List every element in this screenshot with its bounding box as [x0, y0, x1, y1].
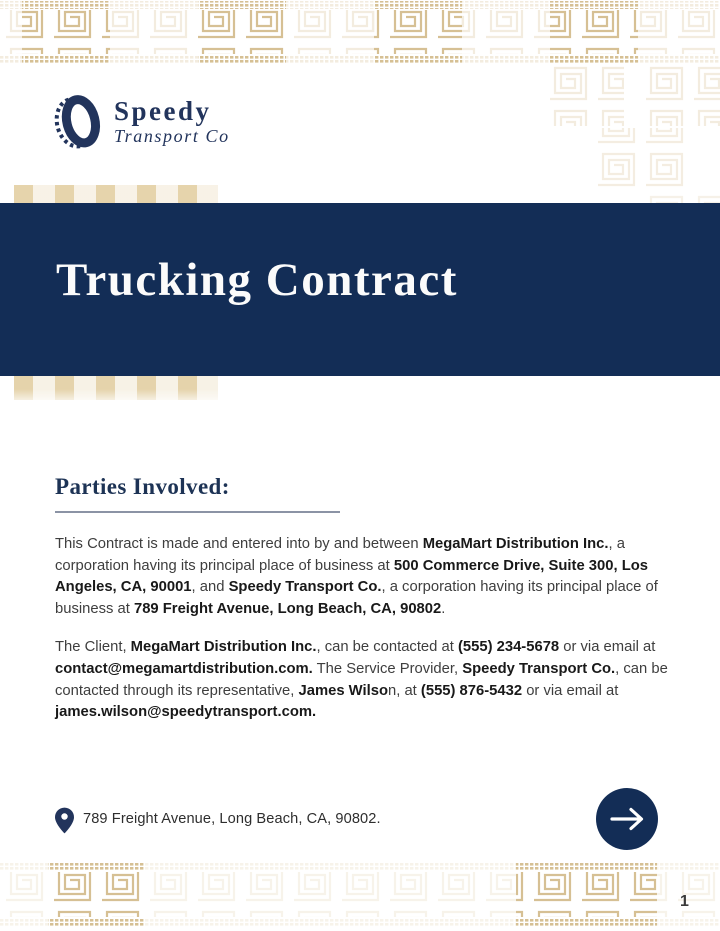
- brand-tagline: Transport Co: [114, 126, 230, 147]
- greek-key-checker-right: [544, 62, 720, 208]
- heading-underline: [55, 511, 340, 513]
- tire-icon: [54, 94, 102, 150]
- contract-body: [55, 474, 669, 724]
- paragraph-parties: This Contract is made and entered into by and between MegaMart Distribution Inc., a corporation having its principal place of business at 500 Commerce Drive, Suite 300, Los Angeles, CA, 90001, and Speedy Transport Co., a corporation having its principal place of business at 789 Freight Avenue, Long Beach, CA, 90802.: [55, 536, 658, 617]
- greek-key-border-top: [0, 0, 720, 64]
- paragraph-contacts: The Client, MegaMart Distribution Inc., can be contacted at (555) 234-5678 or via email at contact@megamartdistribution.com. The Service Provider, Speedy Transport Co., can be contacted through its representative, James Wilson, at (555) 876-5432 or via email at james.wilson@speedytransport.com.: [55, 639, 668, 721]
- document-title: Trucking Contract: [56, 254, 458, 306]
- location-pin-icon: [55, 807, 74, 834]
- section-heading: Parties Involved:: [55, 474, 230, 499]
- stripe-pattern-bottom: [14, 376, 218, 400]
- stripe-pattern-top: [14, 185, 218, 203]
- greek-key-border-bottom: [0, 863, 720, 926]
- arrow-right-icon: [609, 806, 645, 832]
- brand-name: Speedy: [114, 95, 212, 126]
- address-text: 789 Freight Avenue, Long Beach, CA, 90802.: [83, 811, 381, 827]
- page-number: 1: [680, 893, 689, 910]
- next-page-button[interactable]: [596, 788, 658, 850]
- company-logo: [54, 94, 230, 150]
- title-banner: [0, 203, 720, 376]
